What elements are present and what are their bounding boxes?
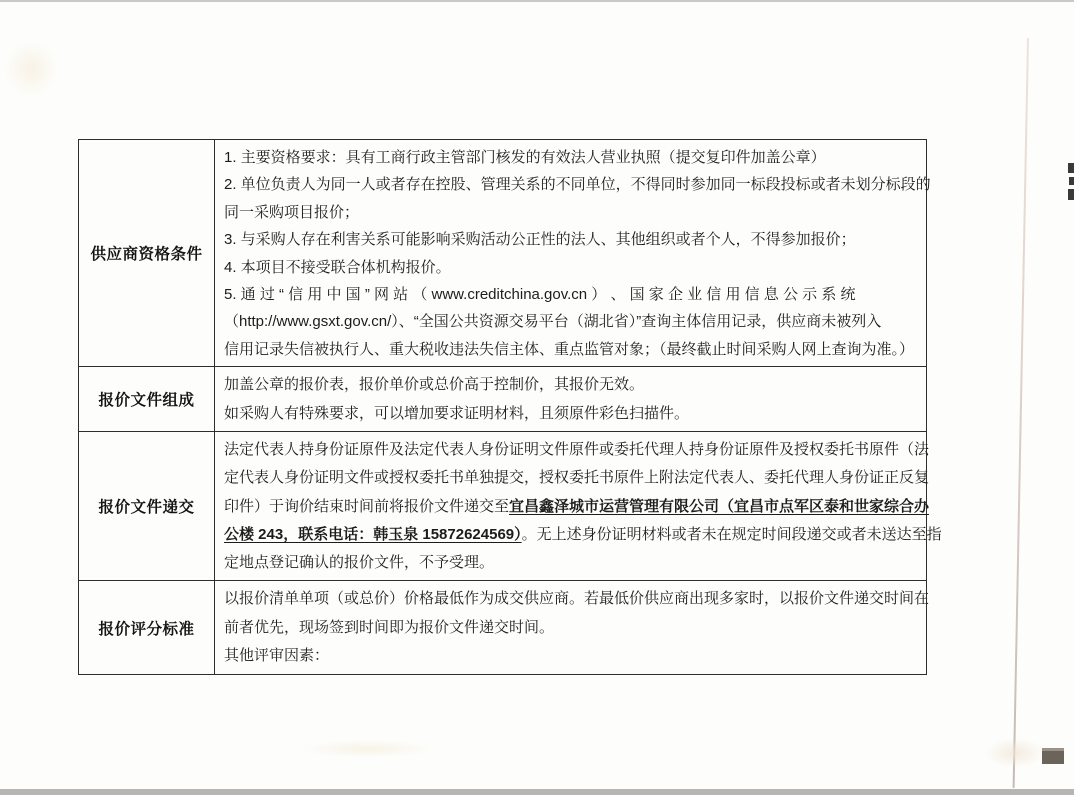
scan-artifact-bottom-strip xyxy=(0,789,1074,795)
text-line: 信用记录失信被执行人、重大税收违法失信主体、重点监管对象；（最终截止时间采购人网上查询为准。） xyxy=(224,340,915,358)
row-content-cell xyxy=(215,581,930,675)
scan-artifact-smudge xyxy=(4,40,59,98)
row-header-cell xyxy=(79,140,215,367)
scan-artifact-edge-mark xyxy=(1068,163,1074,173)
company-name-underlined: 宜昌鑫泽城市运营管理有限公司（宜昌市点军区泰和世家综合办 xyxy=(509,497,930,515)
text-line: （http://www.gsxt.gov.cn/）、“全国公共资源交易平台（湖北省）”查询主体信用记录，供应商未被列入 xyxy=(224,313,882,331)
table-row-supplier-qualifications xyxy=(79,140,927,367)
text-line: 如采购人有特殊要求，可以增加要求证明材料，且须原件彩色扫描件。 xyxy=(224,404,690,422)
text-line: 前者优先，现场签到时间即为报价文件递交时间。 xyxy=(224,618,555,636)
text-segment: 印件）于询价结束时间前将报价文件递交至 xyxy=(224,497,510,515)
row-content-cell xyxy=(215,367,927,432)
row-header-cell xyxy=(79,432,215,581)
text-line: 3. 与采购人存在利害关系可能影响采购活动公正性的法人、其他组织或者个人，不得参加报价； xyxy=(224,231,856,249)
table-row-quotation-scoring xyxy=(79,581,927,675)
table-row-quotation-composition xyxy=(79,367,927,432)
text-segment: 。无上述身份证明材料或者未在规定时间段递交或者未送达至指 xyxy=(521,525,942,543)
text-line xyxy=(224,493,930,521)
text-line: 同一采购项目报价； xyxy=(224,203,360,221)
scan-artifact-smudge xyxy=(985,738,1045,768)
scan-artifact-page-edge-line xyxy=(1013,38,1029,788)
text-line: 以报价清单单项（或总价）价格最低作为成交供应商。若最低价供应商出现多家时，以报价文件递交时间在 xyxy=(224,590,930,608)
scan-artifact-edge-mark xyxy=(1069,177,1074,185)
procurement-conditions-table xyxy=(78,139,942,675)
row-header-cell xyxy=(79,367,215,432)
table-row-quotation-submission xyxy=(79,432,927,581)
text-line: 2. 单位负责人为同一人或者存在控股、管理关系的不同单位，不得同时参加同一标段投标或者未划分标段的 xyxy=(224,176,931,194)
text-line: 定地点登记确认的报价文件，不予受理。 xyxy=(224,554,495,572)
row-content-cell xyxy=(215,140,931,367)
scan-artifact-edge-mark xyxy=(1068,189,1074,200)
text-line xyxy=(224,521,942,549)
row-header-label: 报价评分标准 xyxy=(98,620,195,638)
text-line: 法定代表人持身份证原件及法定代表人身份证明文件原件或委托代理人持身份证原件及授权委托书原件（法 xyxy=(224,441,930,459)
text-line: 加盖公章的报价表，报价单价或总价高于控制价，其报价无效。 xyxy=(224,376,645,394)
row-header-label: 报价文件递交 xyxy=(98,499,195,517)
row-content-cell xyxy=(215,432,942,581)
text-line: 4. 本项目不接受联合体机构报价。 xyxy=(224,258,451,276)
scan-artifact-top-strip xyxy=(0,0,1074,2)
row-header-label: 供应商资格条件 xyxy=(90,246,203,264)
scan-artifact-dark-tab xyxy=(1042,748,1064,764)
text-line: 其他评审因素： xyxy=(224,647,330,665)
row-header-label: 报价文件组成 xyxy=(98,392,195,410)
text-line: 1. 主要资格要求：具有工商行政主管部门核发的有效法人营业执照（提交复印件加盖公章） xyxy=(224,149,826,166)
contact-info-underlined: 公楼 243，联系电话：韩玉泉 15872624569） xyxy=(224,525,522,543)
text-line: 5. 通 过 “ 信 用 中 国 ” 网 站 （ www.creditchina.gov.cn ） 、 国 家 企 业 信 用 信 息 公 示 系 统 xyxy=(224,286,856,304)
row-header-cell xyxy=(79,581,215,675)
scan-artifact-smudge xyxy=(300,740,435,758)
text-line: 定代表人身份证明文件或授权委托书单独提交，授权委托书原件上附法定代表人、委托代理人身份证正反复 xyxy=(224,469,930,487)
